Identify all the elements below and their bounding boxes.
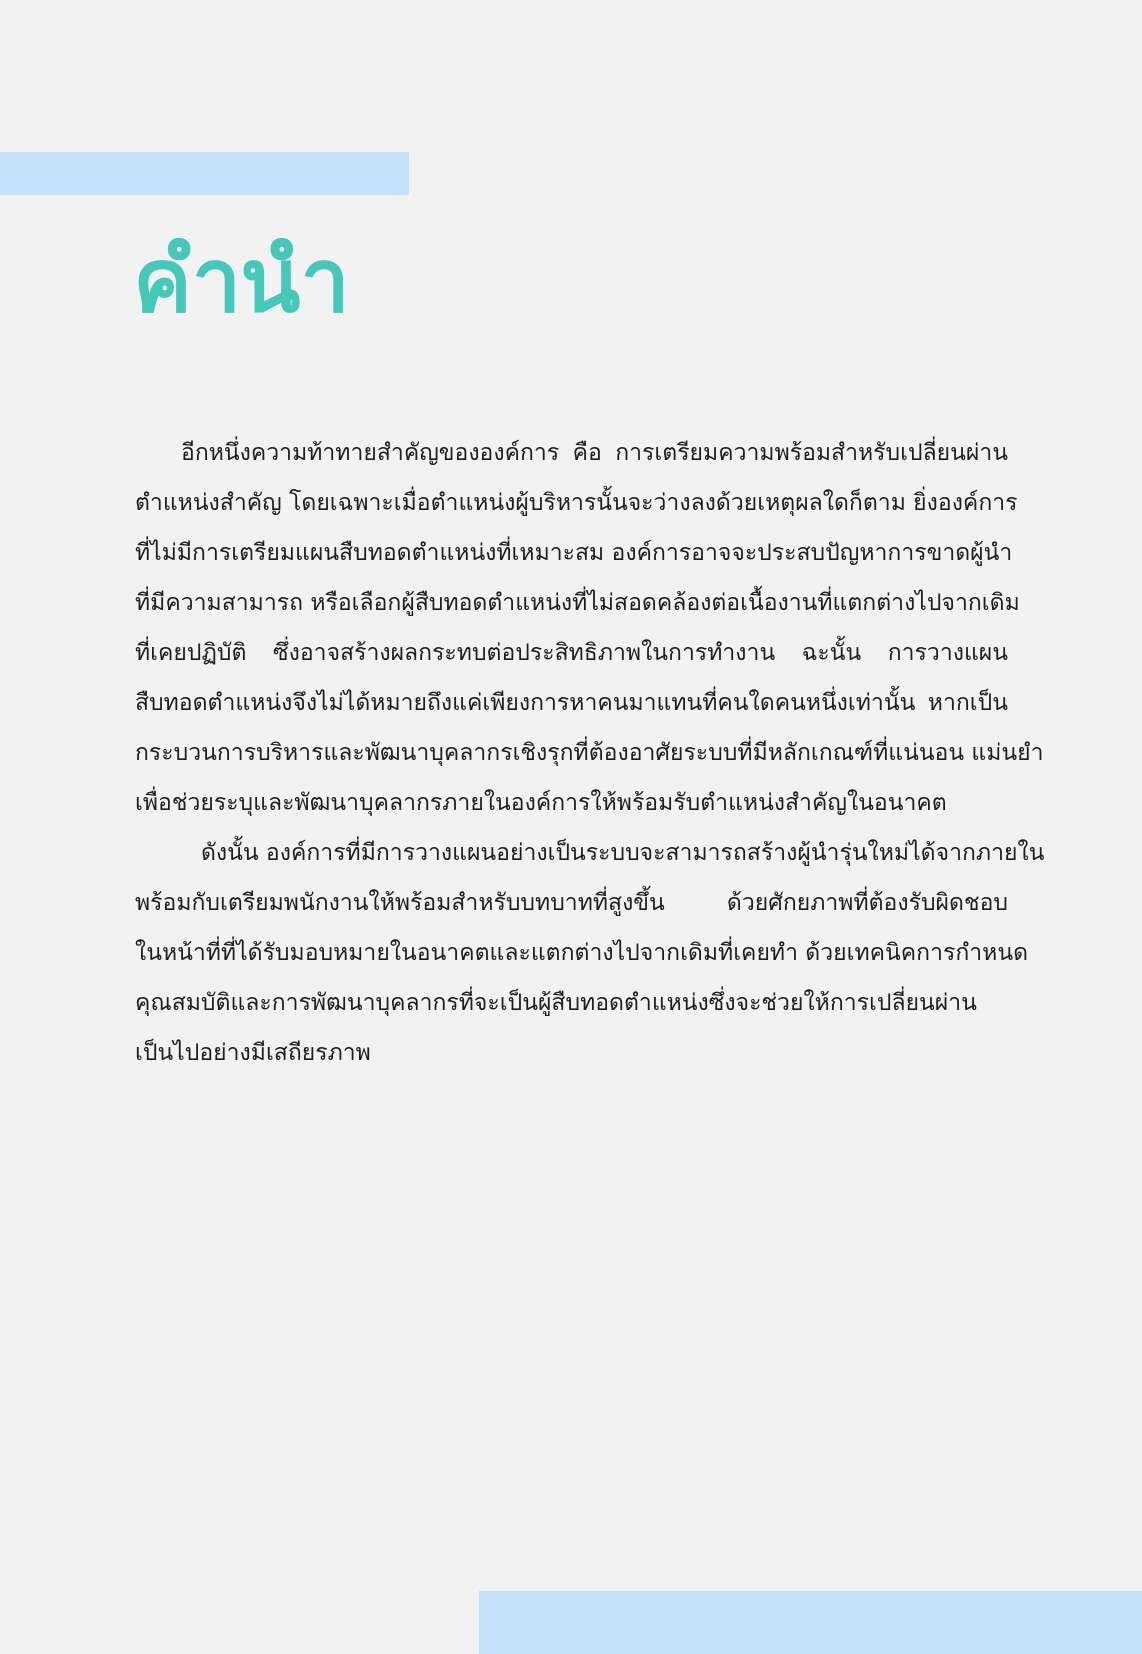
page-title: คำนำ [133, 229, 349, 332]
paragraph-line: ที่มีความสามารถ หรือเลือกผู้สืบทอดตำแหน่งที่ไม่สอดคล้องต่อเนื้องานที่แตกต่างไปจากเดิม [135, 590, 1020, 616]
paragraph-line: ที่ไม่มีการเตรียมแผนสืบทอดตำแหน่งที่เหมาะสม องค์การอาจจะประสบปัญหาการขาดผู้นำ [135, 540, 1013, 566]
paragraph-2 [135, 828, 1045, 1078]
paragraph-line: คุณสมบัติและการพัฒนาบุคลากรที่จะเป็นผู้สืบทอดตำแหน่งซึ่งจะช่วยให้การเปลี่ยนผ่าน [135, 990, 977, 1016]
paragraph-line: เพื่อช่วยระบุและพัฒนาบุคลากรภายในองค์การให้พร้อมรับตำแหน่งสำคัญในอนาคต [135, 790, 947, 816]
paragraph-line: พร้อมกับเตรียมพนักงานให้พร้อมสำหรับบทบาทที่สูงขึ้น ด้วยศักยภาพที่ต้องรับผิดชอบ [135, 890, 1008, 916]
paragraph-line: สืบทอดตำแหน่งจึงไม่ได้หมายถึงแค่เพียงการหาคนมาแทนที่คนใดคนหนึ่งเท่านั้น หากเป็น [135, 690, 1008, 716]
body-text [135, 428, 1045, 1078]
paragraph-line: ในหน้าที่ที่ได้รับมอบหมายในอนาคตและแตกต่างไปจากเดิมที่เคยทำ ด้วยเทคนิคการกำหนด [135, 940, 1029, 966]
paragraph-line: อีกหนึ่งความท้าทายสำคัญขององค์การ คือ การเตรียมความพร้อมสำหรับเปลี่ยนผ่าน [181, 440, 1008, 466]
paragraph-line: ที่เคยปฏิบัติ ซึ่งอาจสร้างผลกระทบต่อประสิทธิภาพในการทำงาน ฉะนั้น การวางแผน [135, 640, 1008, 666]
top-accent-band [0, 152, 409, 195]
paragraph-line: ดังนั้น องค์การที่มีการวางแผนอย่างเป็นระบบจะสามารถสร้างผู้นำรุ่นใหม่ได้จากภายใน [201, 840, 1045, 866]
bottom-accent-band [479, 1591, 1142, 1654]
paragraph-line: เป็นไปอย่างมีเสถียรภาพ [135, 1040, 371, 1066]
paragraph-line: ตำแหน่งสำคัญ โดยเฉพาะเมื่อตำแหน่งผู้บริหารนั้นจะว่างลงด้วยเหตุผลใดก็ตาม ยิ่งองค์การ [135, 490, 1018, 516]
paragraph-1 [135, 428, 1044, 828]
paragraph-line: กระบวนการบริหารและพัฒนาบุคลากรเชิงรุกที่ต้องอาศัยระบบที่มีหลักเกณฑ์ที่แน่นอน แม่นยำ [135, 740, 1044, 766]
